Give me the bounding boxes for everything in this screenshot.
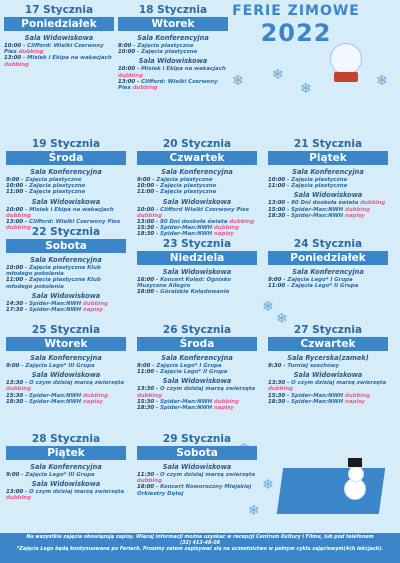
event-title: Clifford: Wielki Czerwony Pies — [4, 43, 104, 56]
day-date: 22 Stycznia — [31, 226, 101, 238]
event-time: 11:30 — [137, 472, 155, 478]
event-version: napisy — [345, 212, 365, 219]
event-item: 10:00 - Clifford Wielki Czerwony Pies dubbing — [137, 206, 249, 219]
event-title: Clifford Wielki Czerwony Pies — [160, 206, 249, 213]
event-time: 10:00 — [4, 43, 22, 49]
event-time: 13:00 — [137, 219, 155, 226]
day-card — [6, 433, 126, 502]
event-time: 17:30 — [6, 307, 24, 314]
event-time: 9:00 — [268, 277, 282, 283]
hall-name: Sala Konferencyjna — [292, 168, 364, 176]
event-time: 18:30 — [268, 398, 286, 405]
day-card — [137, 238, 257, 296]
event-time: 9:30 — [268, 363, 282, 369]
day-card — [6, 138, 126, 231]
hall-name: Sala Widowiskowa — [162, 197, 232, 206]
event-title: Spider-Man:NWH — [291, 212, 344, 219]
event-time: 10:00 — [118, 49, 136, 56]
day-card — [4, 4, 114, 68]
event-item: 10:00 - Zajęcia plastyczne Klub młodego pokolenia — [6, 265, 101, 278]
hall-name: Sala Widowiskowa — [293, 371, 363, 380]
event-item: 13:00 - Clifford: Wielki Czerwony Pies dubbing — [6, 219, 121, 232]
event-version: dubbing — [268, 386, 293, 393]
event-title: O czym dzisiaj marzą zwierzęta — [29, 489, 125, 496]
chessboard-icon — [277, 468, 385, 514]
event-title: Zajęcia Lego* I Grupa — [287, 277, 353, 283]
event-version: dubbing — [83, 392, 108, 399]
event-time: 13:00 — [6, 489, 24, 496]
event-title: Zajęcia Lego* III Grupa — [25, 363, 95, 369]
footer-line-1: Na wszystkie zajęcia obowiązują zapisy. Więcej informacji można uzyskać w recepcji Centrum Kultury i Filmu, lub pod telefonem — [26, 535, 374, 540]
title-line-2: 2022 — [260, 19, 332, 47]
event-title: Spider-Man:NWH — [291, 398, 344, 405]
event-title: Spider-Man:NWH — [29, 307, 82, 314]
event-title: O czym dzisiaj marzą zwierzęta — [291, 380, 387, 387]
event-item: 15:30 - Spider-Man:NWH dubbing — [137, 225, 239, 232]
event-title: Spider-Man:NWH — [160, 398, 213, 405]
event-item: 9:00 - Zajęcia plastyczne — [137, 177, 213, 183]
event-item: 10:00 - Zajęcia plastyczne — [137, 183, 217, 190]
snowflake-icon: ❄ — [300, 81, 312, 97]
day-date: 20 Stycznia — [162, 138, 232, 150]
event-version: dubbing — [18, 49, 44, 56]
hall-name: Sala Konferencyjna — [30, 354, 102, 362]
event-item: 13:00 - Misiek i Ekipa na wakacjach dubbing — [4, 55, 112, 68]
event-time: 9:00 — [137, 177, 151, 183]
snowflake-icon: ❄ — [376, 73, 388, 89]
hall-name: Sala Widowiskowa — [24, 34, 94, 42]
event-title: Zajęcia Lego* I Grupa — [156, 363, 222, 369]
event-item: 9:00 - Zajęcia plastyczne — [6, 177, 82, 183]
event-title: Clifford: Wielki Czerwony Pies — [118, 78, 218, 92]
day-date: 26 Stycznia — [162, 324, 232, 336]
day-name-band: Poniedziałek — [268, 251, 388, 265]
event-item: 14:30 - Spider-Man:NWH dubbing — [6, 300, 108, 307]
event-version: napisy — [345, 398, 365, 405]
event-time: 18:30 — [137, 231, 155, 238]
hall-name: Sala Widowiskowa — [31, 371, 101, 380]
hall-name: Sala Widowiskowa — [162, 463, 232, 471]
day-name-band: Czwartek — [137, 151, 257, 165]
event-title: Zajęcia plastyczne — [29, 189, 86, 196]
event-item: 11:00 - Zajęcia Lego* II Grupa — [137, 369, 228, 376]
event-time: 15:00 — [268, 206, 286, 213]
event-time: 9:00 — [6, 363, 20, 369]
event-time: 11:00 — [137, 369, 155, 376]
event-version: dubbing — [229, 219, 255, 226]
event-title: Góralskie Kolędowanie — [160, 289, 230, 296]
event-title: Spider-Man:NWH — [291, 392, 344, 399]
event-item: 15:30 - Spider-Man:NWH dubbing — [137, 398, 239, 405]
event-title: Zajęcia plastyczne Klub młodego pokolenia — [6, 265, 101, 278]
snow-globe-base-icon — [334, 72, 358, 82]
snow-globe-icon — [330, 43, 362, 75]
event-title: Koncert Noworoczny Miejskiej Orkiestry Dętej — [137, 484, 252, 497]
event-item: 18:00 - Góralskie Kolędowanie — [137, 289, 230, 296]
event-item: 13:30 - O czym dzisiaj marzą zwierzęta dubbing — [268, 380, 387, 393]
day-name-band: Sobota — [6, 239, 126, 253]
event-time: 11:00 — [6, 277, 24, 284]
event-version: dubbing — [137, 392, 162, 399]
day-date: 23 Stycznia — [162, 238, 232, 250]
event-item: 17:30 - Spider-Man:NWH napisy — [6, 307, 103, 314]
event-time: 11:00 — [6, 189, 24, 196]
day-card — [268, 324, 388, 405]
event-title: Zajęcia plastyczne — [141, 49, 198, 56]
event-title: O czym dzisiaj marzą zwierzęta — [160, 472, 256, 478]
event-version: dubbing — [6, 212, 31, 219]
event-time: 18:30 — [268, 212, 286, 219]
day-date: 19 Stycznia — [31, 138, 101, 150]
event-version: dubbing — [214, 398, 239, 405]
event-item: 16:00 - Koncert Kolęd: Ognisko Muzyczne Allegro — [137, 277, 231, 290]
event-title: Koncert Kolęd: Ognisko Muzyczne Allegro — [137, 277, 231, 290]
event-version: dubbing — [6, 225, 31, 232]
hall-name: Sala Widowiskowa — [162, 268, 232, 276]
hall-name: Sala Widowiskowa — [31, 197, 101, 206]
day-card — [6, 226, 126, 313]
hall-name: Sala Konferencyjna — [292, 268, 364, 276]
snowflake-icon: ❄ — [276, 311, 288, 327]
event-time: 8:00 — [118, 43, 132, 49]
event-time: 9:00 — [137, 363, 151, 369]
title-line-1: FERIE ZIMOWE — [232, 3, 360, 19]
event-version: dubbing — [345, 392, 370, 399]
event-item: 9:00 - Zajęcia Lego* III Grupa — [6, 363, 95, 369]
day-name-band: Sobota — [137, 446, 257, 460]
snowman-head-icon — [348, 466, 364, 482]
event-item: 10:00 - Zajęcia plastyczne — [118, 49, 198, 56]
event-time: 16:00 — [137, 277, 155, 283]
day-name-band: Czwartek — [268, 337, 388, 351]
event-item: 10:00 - Clifford: Wielki Czerwony Pies dubbing — [4, 43, 104, 56]
hall-name: Sala Widowiskowa — [31, 291, 101, 300]
event-time: 15:30 — [137, 225, 155, 232]
event-version: dubbing — [4, 61, 29, 68]
event-item: 9:00 - Zajęcia Lego* I Grupa — [268, 277, 353, 283]
snowflake-icon: ❄ — [262, 477, 274, 493]
event-item: 15:00 - Spider-Man:NWH dubbing — [268, 206, 370, 213]
event-title: 80 Dni dookoła świata — [160, 219, 228, 226]
day-date: 17 Stycznia — [24, 4, 94, 16]
event-title: Misiek i Ekipa na wakacjach — [29, 206, 114, 213]
day-name-band: Wtorek — [6, 337, 126, 351]
day-date: 25 Stycznia — [31, 324, 101, 336]
day-card — [137, 433, 257, 497]
event-title: Spider-Man:NWH — [160, 225, 213, 232]
day-date: 21 Stycznia — [293, 138, 363, 150]
snowflake-icon: ❄ — [262, 299, 274, 315]
footer-line-3: *Zajęcia Lego będą kontynuowane po Feriach. Prosimy zatem zapisywać się na uczestnictwo w pełnym cyklu zajęciowym(4ch lekcjach). — [16, 547, 384, 552]
event-version: dubbing — [132, 85, 158, 92]
event-item: 11:00 - Zajęcia plastyczne — [6, 189, 86, 196]
event-time: 11:00 — [137, 189, 155, 196]
event-item: 18:30 - Spider-Man:NWH napisy — [6, 398, 103, 405]
event-time: 9:00 — [6, 177, 20, 183]
event-item: 10:00 - Misiek i Ekipa na wakacjach dubbing — [6, 206, 114, 219]
top-hat-icon — [348, 458, 362, 467]
event-title: Zajęcia Lego* III Grupa — [25, 472, 95, 478]
event-time: 10:00 — [137, 183, 155, 190]
day-date: 28 Stycznia — [31, 433, 101, 445]
event-time: 18:00 — [137, 484, 155, 491]
day-name-band: Środa — [137, 337, 257, 351]
hall-name: Sala Konferencyjna — [30, 168, 102, 176]
event-title: Spider-Man:NWH — [160, 231, 213, 238]
hall-name: Sala Widowiskowa — [162, 377, 232, 386]
day-name-band: Poniedziałek — [4, 17, 114, 31]
event-item: 11:00 - Zajęcia plastyczne — [268, 183, 348, 190]
event-time: 18:30 — [137, 405, 155, 412]
event-item: 15:30 - Spider-Man:NWH dubbing — [268, 392, 370, 399]
day-date: 29 Stycznia — [162, 433, 232, 445]
day-date: 27 Stycznia — [293, 324, 363, 336]
event-version: dubbing — [83, 300, 108, 307]
event-title: Misiek i Ekipa na wakacjach — [27, 55, 112, 62]
day-name-band: Wtorek — [118, 17, 228, 31]
event-item: 13:00 - Clifford: Wielki Czerwony Pies dubbing — [118, 78, 218, 92]
event-time: 15:30 — [268, 392, 286, 399]
event-item: 18:30 - Spider-Man:NWH napisy — [137, 231, 234, 238]
day-card — [268, 138, 388, 219]
event-version: dubbing — [6, 386, 31, 393]
event-item: 13:00 - 80 Dni dookoła świata dubbing — [137, 219, 255, 226]
event-time: 13:30 — [268, 380, 286, 387]
event-item: 11:30 - O czym dzisiaj marzą zwierzęta dubbing — [137, 472, 256, 485]
event-version: dubbing — [6, 495, 31, 502]
event-time: 18:00 — [137, 289, 155, 296]
event-title: Spider-Man:NWH — [29, 398, 82, 405]
event-item: 18:30 - Spider-Man:NWH napisy — [268, 212, 365, 219]
hall-name: Sala Konferencyjna — [161, 168, 233, 176]
event-time: 10:00 — [268, 177, 286, 183]
event-title: Zajęcia plastyczne — [29, 183, 86, 190]
day-card — [268, 238, 388, 289]
event-item: 15:30 - Spider-Man:NWH dubbing — [6, 392, 108, 399]
event-version: dubbing — [137, 212, 162, 219]
event-item: 11:00 - Zajęcia plastyczne Klub młodego pokolenia — [6, 277, 101, 290]
event-item: 18:00 - Koncert Noworoczny Miejskiej Orkiestry Dętej — [137, 484, 252, 497]
hall-name: Sala Rycerska(zamek) — [287, 354, 369, 362]
event-item: 9:00 - Zajęcia Lego* III Grupa — [6, 472, 95, 478]
day-name-band: Piątek — [268, 151, 388, 165]
hall-name: Sala Widowiskowa — [31, 480, 101, 489]
event-time: 9:00 — [6, 472, 20, 478]
event-title: Spider-Man:NWH — [29, 392, 82, 399]
event-version: dubbing — [360, 200, 386, 207]
event-version: napisy — [214, 231, 234, 238]
event-title: Zajęcia Lego* II Grupa — [291, 283, 359, 290]
event-item: 11:00 - Zajęcia Lego* II Grupa — [268, 283, 359, 290]
snowflake-icon: ❄ — [272, 67, 284, 83]
event-title: Clifford: Wielki Czerwony Pies — [29, 219, 121, 226]
poster-title — [226, 3, 366, 47]
event-time: 13:30 — [6, 380, 24, 387]
day-date: 18 Stycznia — [138, 4, 208, 16]
event-item: 10:00 - Zajęcia plastyczne — [268, 177, 348, 183]
event-title: Zajęcia plastyczne — [156, 177, 213, 183]
event-time: 10:00 — [6, 183, 24, 190]
hall-name: Sala Konferencyjna — [30, 256, 102, 264]
hall-name: Sala Widowiskowa — [138, 57, 208, 66]
event-item: 9:00 - Zajęcia Lego* I Grupa — [137, 363, 222, 369]
event-title: Zajęcia plastyczne — [291, 183, 348, 190]
event-item: 13:30 - O czym dzisiaj marzą zwierzęta dubbing — [137, 386, 256, 399]
event-time: 14:30 — [6, 300, 24, 307]
event-time: 13:00 — [118, 78, 136, 85]
event-title: Spider-Man:NWH — [29, 300, 82, 307]
event-time: 10:00 — [118, 66, 136, 73]
event-title: Spider-Man:NWH — [291, 206, 344, 213]
footer-note — [0, 533, 400, 563]
day-card — [118, 4, 228, 91]
day-name-band: Niedziela — [137, 251, 257, 265]
event-version: dubbing — [214, 225, 239, 232]
event-item: 10:00 - Misiek i Ekipa na wakacjach dubbing — [118, 66, 226, 79]
event-time: 15:30 — [6, 392, 24, 399]
event-time: 18:30 — [6, 398, 24, 405]
event-title: Zajęcia plastyczne Klub młodego pokolenia — [6, 277, 101, 290]
snowflake-icon: ❄ — [248, 503, 260, 519]
event-title: Misiek i Ekipa na wakacjach — [141, 66, 226, 73]
event-time: 13:30 — [137, 386, 155, 393]
event-version: dubbing — [345, 206, 370, 213]
event-item: 11:00 - Zajęcia plastyczne — [137, 189, 217, 196]
event-time: 10:00 — [6, 265, 24, 271]
snowflake-icon: ❄ — [232, 73, 244, 89]
event-item: 18:30 - Spider-Man:NWH napisy — [268, 398, 365, 405]
event-item: 8:00 - Zajęcia plastyczne — [118, 43, 194, 49]
event-time: 11:00 — [268, 183, 286, 190]
event-version: napisy — [83, 307, 103, 314]
event-title: O czym dzisiaj marzą zwierzęta — [160, 386, 256, 393]
event-item: 9:30 - Turniej szachowy — [268, 363, 340, 369]
event-version: dubbing — [137, 478, 162, 485]
event-item: 10:00 - Zajęcia plastyczne — [6, 183, 86, 190]
event-time: 15:30 — [137, 398, 155, 405]
event-item: 13:00 - 80 Dni dookoła świata dubbing — [268, 200, 386, 207]
event-title: Zajęcia Lego* II Grupa — [160, 369, 228, 376]
event-title: Turniej szachowy — [287, 363, 340, 369]
event-time: 13:00 — [6, 219, 24, 226]
hall-name: Sala Konferencyjna — [30, 463, 102, 471]
event-title: 80 Dni dookoła świata — [291, 200, 359, 207]
event-time: 10:00 — [137, 206, 155, 213]
event-time: 10:00 — [6, 206, 24, 213]
hall-name: Sala Konferencyjna — [161, 354, 233, 362]
day-name-band: Środa — [6, 151, 126, 165]
event-time: 11:00 — [268, 283, 286, 290]
hall-name: Sala Widowiskowa — [293, 191, 363, 200]
event-title: Zajęcia plastyczne — [291, 177, 348, 183]
day-card — [137, 324, 257, 411]
event-item: 13:00 - O czym dzisiaj marzą zwierzęta dubbing — [6, 489, 125, 502]
day-name-band: Piątek — [6, 446, 126, 460]
event-title: Zajęcia plastyczne — [25, 177, 82, 183]
hall-name: Sala Konferencyjna — [137, 34, 209, 42]
day-date: 24 Stycznia — [293, 238, 363, 250]
event-item: 18:30 - Spider-Man:NWH napisy — [137, 405, 234, 412]
event-version: napisy — [83, 398, 103, 405]
event-time: 13:00 — [268, 200, 286, 207]
event-title: Zajęcia plastyczne — [137, 43, 194, 49]
event-time: 13:00 — [4, 55, 22, 62]
event-title: Zajęcia plastyczne — [160, 183, 217, 190]
day-card — [137, 138, 257, 238]
footer-line-2: (32) 413-48-08 — [179, 541, 221, 546]
day-card — [6, 324, 126, 405]
event-item: 13:30 - O czym dzisiaj marzą zwierzęta dubbing — [6, 380, 125, 393]
event-version: napisy — [214, 405, 234, 412]
event-title: O czym dzisiaj marzą zwierzęta — [29, 380, 125, 387]
event-version: dubbing — [118, 72, 143, 79]
event-title: Spider-Man:NWH — [160, 405, 213, 412]
event-title: Zajęcia plastyczne — [160, 189, 217, 196]
